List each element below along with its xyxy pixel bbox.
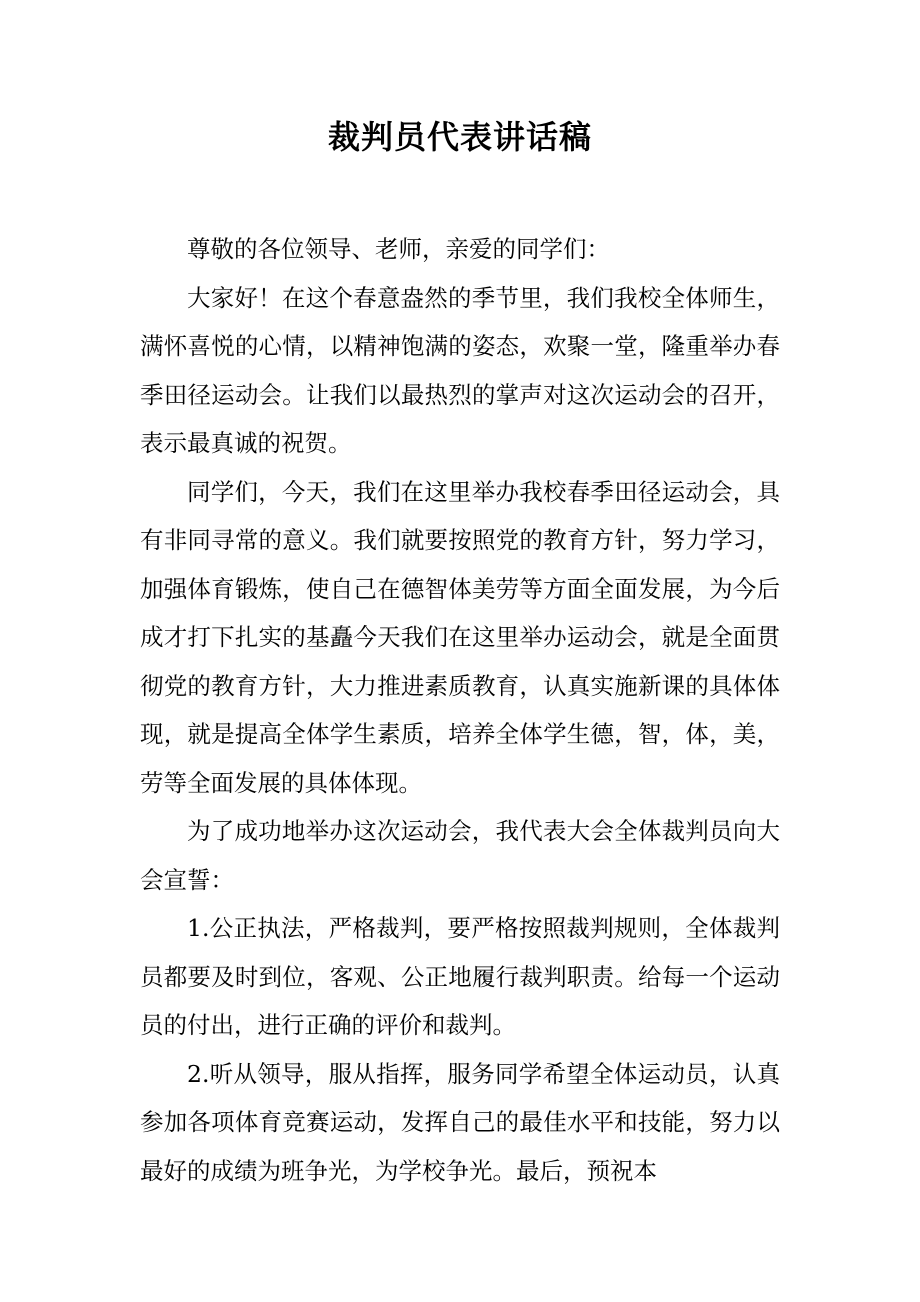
salutation-paragraph: 尊敬的各位领导、老师，亲爱的同学们：	[187, 235, 610, 263]
oath-item-paragraph: 1.公正执法，严格裁判，要严格按照裁判规则，全体裁判员都要及时到位，客观、公正地履行裁判职责。给每一个运动员的付出，进行正确的评价和裁判。	[140, 914, 780, 1039]
document-body	[140, 225, 780, 1195]
body-paragraph: 为了成功地举办这次运动会，我代表大会全体裁判员向大会宣誓：	[140, 817, 780, 894]
document-title: 裁判员代表讲话稿	[327, 118, 592, 156]
body-paragraph: 同学们，今天，我们在这里举办我校春季田径运动会，具有非同寻常的意义。我们就要按照党的教育方针，努力学习，加强体育锻炼，使自己在德智体美劳等方面全面发展，为今后成才打下扎实的基矗今天我们在这里举办运动会，就是全面贯彻党的教育方针，大力推进素质教育，认真实施新课的具体体现，就是提高全体学生素质，培养全体学生德，智，体，美，劳等全面发展的具体体现。	[140, 477, 780, 797]
body-paragraph: 大家好！在这个春意盎然的季节里，我们我校全体师生，满怀喜悦的心情，以精神饱满的姿态，欢聚一堂，隆重举办春季田径运动会。让我们以最热烈的掌声对这次运动会的召开，表示最真诚的祝贺。	[140, 283, 780, 457]
oath-item-paragraph: 2.听从领导，服从指挥，服务同学希望全体运动员，认真参加各项体育竞赛运动，发挥自己的最佳水平和技能，努力以最好的成绩为班争光，为学校争光。最后，预祝本	[140, 1059, 780, 1185]
